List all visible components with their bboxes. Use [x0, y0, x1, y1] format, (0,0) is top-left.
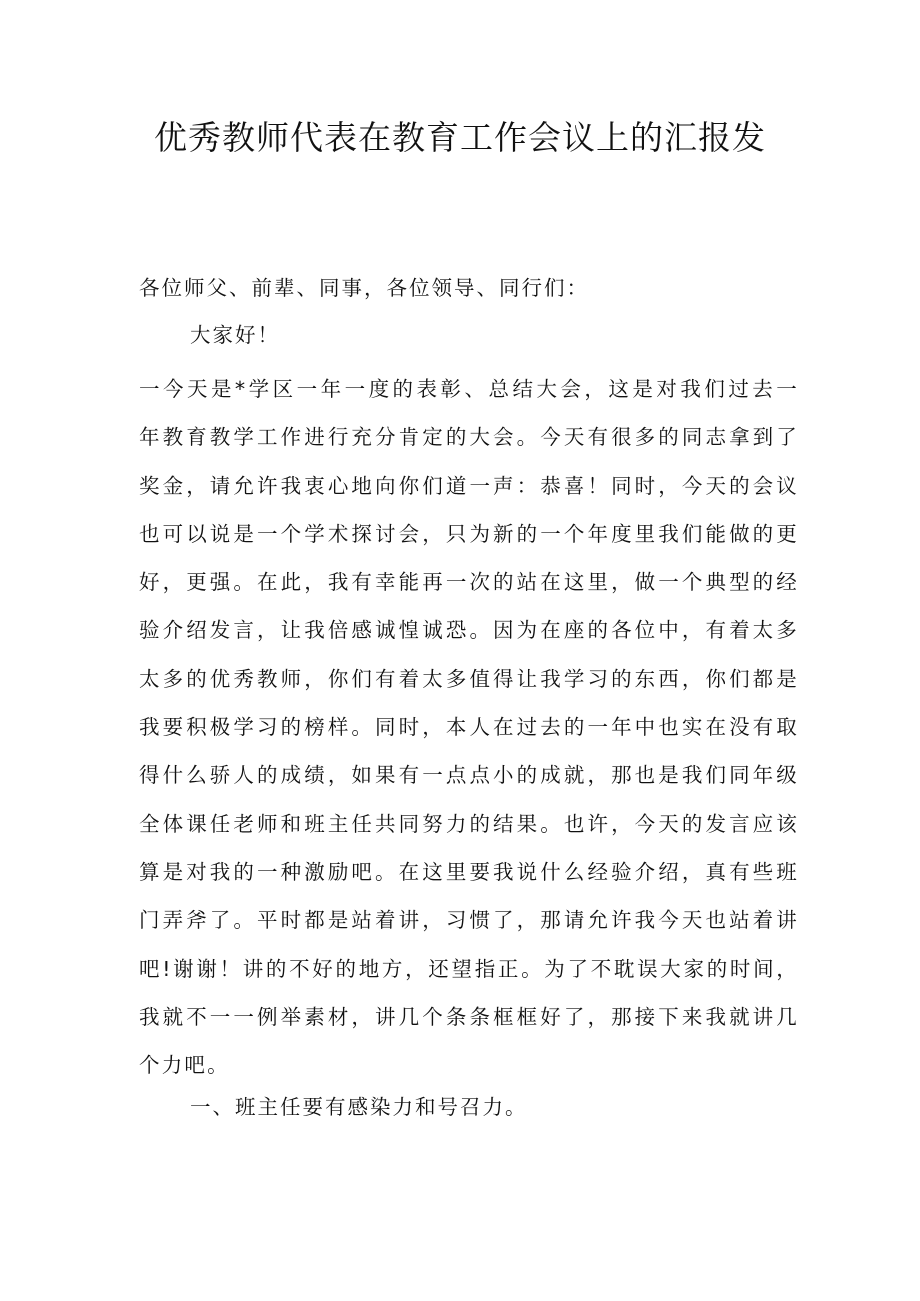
body-line: 我就不一一例举素材，讲几个条条框框好了，那接下来我就讲几 — [139, 1004, 799, 1029]
body-line: 太多的优秀教师，你们有着太多值得让我学习的东西，你们都是 — [139, 666, 799, 691]
body-line: 也可以说是一个学术探讨会，只为新的一个年度里我们能做的更 — [139, 521, 799, 546]
salutation: 各位师父、前辈、同事，各位领导、同行们： — [139, 276, 589, 300]
body-paragraph — [139, 365, 799, 1089]
body-line: 门弄斧了。平时都是站着讲，习惯了，那请允许我今天也站着讲 — [139, 908, 799, 933]
body-line: 个力吧。 — [139, 1053, 230, 1078]
document-title: 优秀教师代表在教育工作会议上的汇报发 — [154, 118, 766, 157]
body-line: 算是对我的一种激励吧。在这里要我说什么经验介绍，真有些班 — [139, 859, 799, 884]
body-line: 一今天是*学区一年一度的表彰、总结大会，这是对我们过去一 — [139, 377, 799, 401]
section-heading: 一、班主任要有感染力和号召力。 — [190, 1095, 528, 1119]
body-line: 年教育教学工作进行充分肯定的大会。今天有很多的同志拿到了 — [139, 425, 799, 450]
body-line: 得什么骄人的成绩，如果有一点点小的成就，那也是我们同年级 — [139, 763, 799, 788]
body-line: 全体课任老师和班主任共同努力的结果。也许，今天的发言应该 — [139, 811, 799, 836]
body-line: 吧!谢谢！讲的不好的地方，还望指正。为了不耽误大家的时间， — [139, 956, 799, 981]
body-line: 奖金，请允许我衷心地向你们道一声：恭喜！同时，今天的会议 — [139, 473, 799, 498]
body-line: 我要积极学习的榜样。同时，本人在过去的一年中也实在没有取 — [139, 715, 799, 740]
greeting: 大家好！ — [190, 323, 280, 347]
body-line: 好，更强。在此，我有幸能再一次的站在这里，做一个典型的经 — [139, 570, 799, 595]
body-line: 验介绍发言，让我倍感诚惶诚恐。因为在座的各位中，有着太多 — [139, 618, 799, 643]
